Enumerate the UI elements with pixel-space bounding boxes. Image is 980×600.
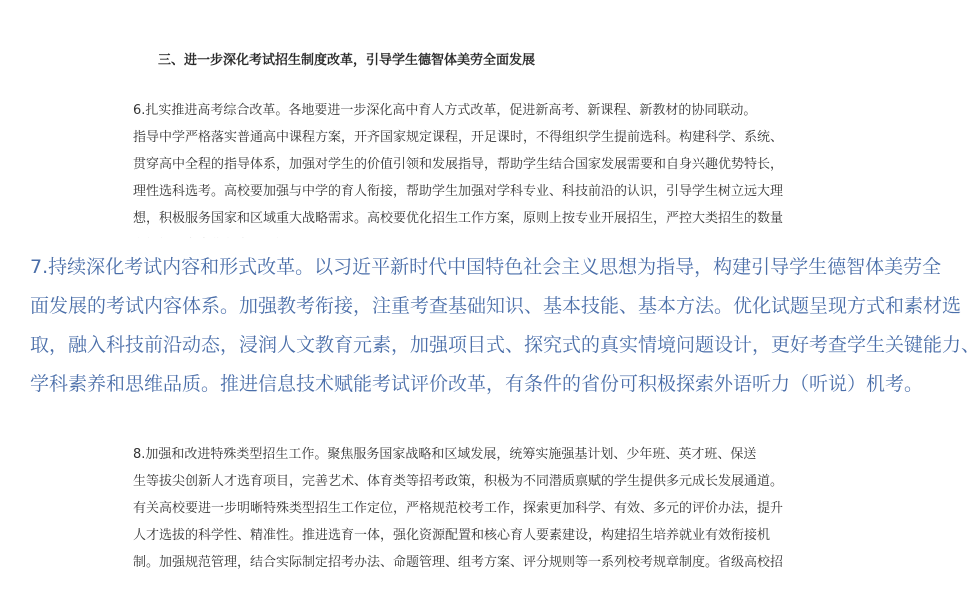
paragraph-8	[133, 441, 813, 576]
paragraph-7-line: 7.持续深化考试内容和形式改革。以习近平新时代中国特色社会主义思想为指导，构建引导学生德智体美劳全	[30, 256, 942, 278]
paragraph-6-line: 理性选科选考。高校要加强与中学的育人衔接，帮助学生加强对学科专业、科技前沿的认识，引导学生树立远大理	[133, 184, 784, 199]
paragraph-8-line: 8.加强和改进特殊类型招生工作。聚焦服务国家战略和区域发展，统筹实施强基计划、少年班、英才班、保送	[133, 447, 757, 462]
paragraph-6-line: 想，积极服务国家和区域重大战略需求。高校要优化招生工作方案，原则上按专业开展招生，严控大类招生的数量	[133, 211, 784, 226]
paragraph-8-line: 生等拔尖创新人才选育项目，完善艺术、体育类等招考政策，积极为不同潜质禀赋的学生提供多元成长发展通道。	[133, 474, 784, 489]
paragraph-6-line: 指导中学严格落实普通高中课程方案，开齐国家规定课程，开足课时，不得组织学生提前选科。构建科学、系统、	[133, 130, 784, 145]
paragraph-8-line: 人才选拔的科学性、精准性。推进选育一体，强化资源配置和核心育人要素建设，构建招生培养就业有效衔接机	[133, 528, 771, 543]
highlighted-paragraph-overlay	[0, 238, 980, 413]
section-heading: 三、进一步深化考试招生制度改革，引导学生德智体美劳全面发展	[158, 53, 536, 68]
paragraph-7-line: 学科素养和思维品质。推进信息技术赋能考试评价改革，有条件的省份可积极探索外语听力（听说）机考。	[30, 373, 924, 395]
paragraph-7	[30, 248, 980, 404]
paragraph-6	[133, 97, 813, 242]
paragraph-6-line: 6.扎实推进高考综合改革。各地要进一步深化高中育人方式改革，促进新高考、新课程、新教材的协同联动。	[133, 103, 757, 118]
paragraph-7-line: 面发展的考试内容体系。加强教考衔接，注重考查基础知识、基本技能、基本方法。优化试题呈现方式和素材选	[30, 295, 962, 317]
paragraph-8-line: 有关高校要进一步明晰特殊类型招生工作定位，严格规范校考工作，探索更加科学、有效、多元的评价办法，提升	[133, 501, 784, 516]
paragraph-7-line: 取，融入科技前沿动态，浸润人文教育元素，加强项目式、探究式的真实情境问题设计，更好考查学生关键能力、	[30, 334, 980, 356]
paragraph-6-line: 贯穿高中全程的指导体系，加强对学生的价值引领和发展指导，帮助学生结合国家发展需要和自身兴趣优势特长，	[133, 157, 784, 172]
paragraph-8-line: 制。加强规范管理，结合实际制定招考办法、命题管理、组考方案、评分规则等一系列校考规章制度。省级高校招	[133, 555, 784, 570]
